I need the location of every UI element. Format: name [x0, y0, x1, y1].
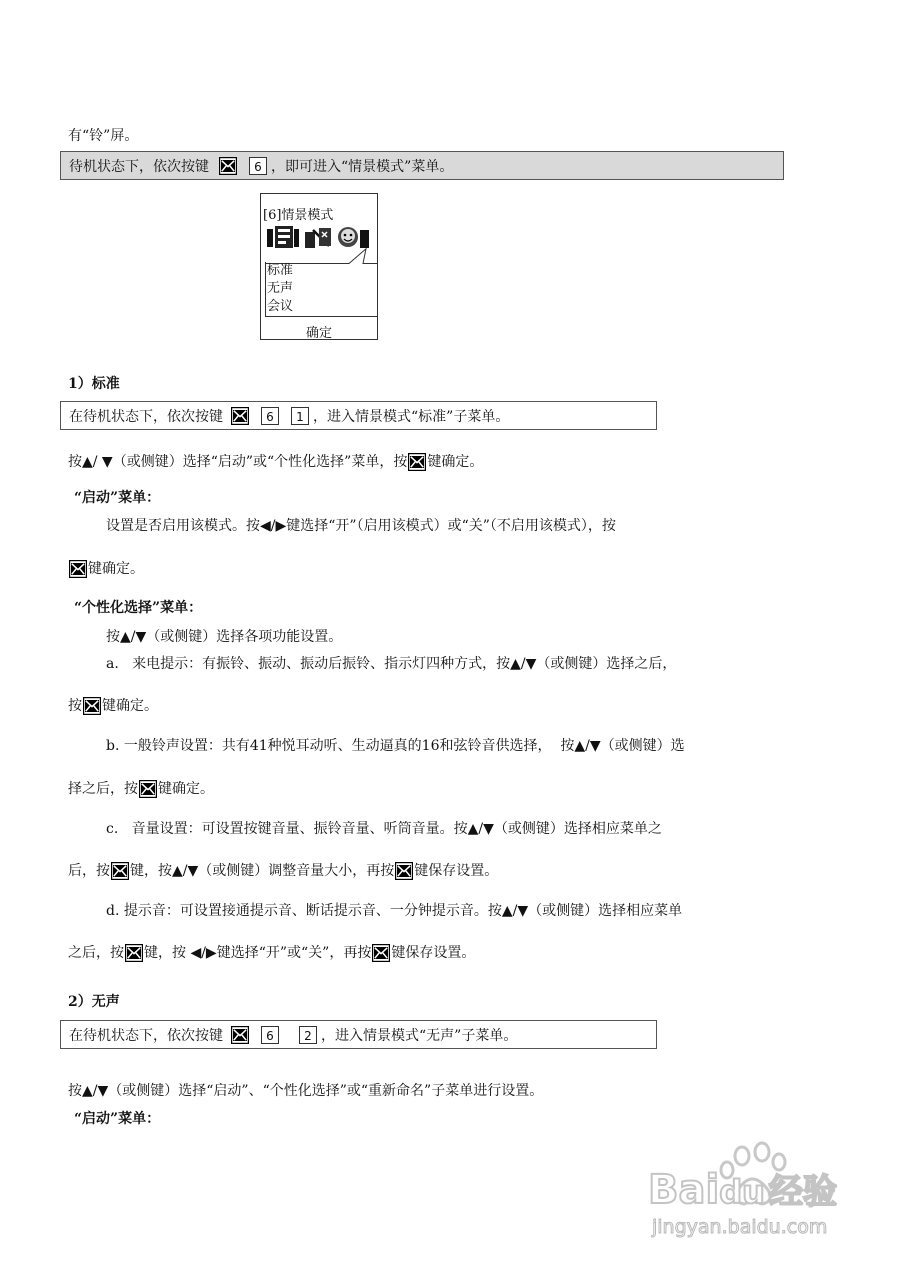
text: 键确定。: [158, 781, 214, 797]
profile-icons-row: [267, 224, 371, 250]
silent-profile-icon: [305, 228, 331, 248]
subheading-start-menu: “启动”菜单：: [74, 490, 161, 506]
key-6: 6: [261, 1026, 279, 1044]
text: 键确定。: [102, 698, 158, 714]
key-2: 2: [299, 1026, 317, 1044]
phone-menu-title: [6]情景模式: [263, 208, 334, 223]
text: 键确定。: [427, 454, 484, 470]
envelope-key-icon: [219, 157, 237, 175]
paragraph: [68, 560, 144, 578]
text: 之后，按: [68, 945, 124, 961]
watermark-brand: Bai: [648, 1167, 720, 1213]
instruction-box-silent: [60, 1020, 657, 1049]
subheading-start-menu: “启动”菜单：: [74, 1111, 161, 1127]
key-6: 6: [261, 407, 279, 425]
watermark-brand-cn: 经验: [768, 1172, 837, 1212]
envelope-key-icon: [231, 1026, 249, 1044]
envelope-key-icon: [231, 407, 249, 425]
paragraph: [68, 780, 214, 798]
instruction-text: 待机状态下，依次按键: [69, 158, 209, 175]
text: 按▲/ ▼（或侧键）选择“启动”或“个性化选择”菜单，按: [68, 454, 408, 470]
envelope-key-icon: [395, 862, 413, 880]
subheading-custom-menu: “个性化选择”菜单：: [74, 600, 203, 616]
text: 键，按▲/▼（或侧键）调整音量大小，再按: [130, 863, 395, 879]
envelope-key-icon: [372, 944, 390, 962]
paragraph-c: c. 音量设置：可设置按键音量、振铃音量、听筒音量。按▲/▼（或侧键）选择相应菜单之: [106, 821, 662, 837]
baidu-jingyan-watermark: [640, 1140, 880, 1250]
envelope-key-icon: [83, 697, 101, 715]
instruction-text: 在待机状态下，依次按键: [69, 408, 223, 425]
instruction-box: [60, 151, 784, 180]
profile-item-standard[interactable]: 标准: [267, 263, 294, 278]
text: 键保存设置。: [391, 945, 476, 961]
key-6: 6: [249, 157, 267, 175]
instruction-text: ，进入情景模式“标准”子菜单。: [313, 408, 510, 425]
paragraph-a: a. 来电提示：有振铃、振动、振动后振铃、指示灯四种方式，按▲/▼（或侧键）选择之后，: [106, 656, 677, 672]
paragraph-d: d. 提示音：可设置接通提示音、断话提示音、一分钟提示音。按▲/▼（或侧键）选择相应菜单: [106, 903, 683, 919]
paragraph-b: b. 一般铃声设置：共有41种悦耳动听、生动逼真的16和弦铃音供选择， 按▲/▼（或侧键）选: [106, 738, 685, 754]
profile-list: [265, 262, 378, 317]
envelope-key-icon: [111, 862, 129, 880]
section-heading-silent: 2）无声: [68, 994, 120, 1010]
key-1: 1: [291, 407, 309, 425]
envelope-key-icon: [125, 944, 143, 962]
phone-screen: [260, 193, 378, 340]
instruction-text: ，即可进入“情景模式”菜单。: [271, 158, 454, 175]
confirm-softkey[interactable]: 确定: [305, 326, 332, 341]
instruction-box-standard: [60, 401, 657, 430]
text: 键保存设置。: [414, 863, 499, 879]
standard-profile-icon: [267, 226, 299, 248]
profile-item-silent[interactable]: 无声: [267, 281, 294, 296]
section-heading-standard: 1）标准: [68, 376, 120, 392]
text: 按: [68, 698, 82, 714]
paragraph: [68, 453, 483, 471]
profile-item-meeting[interactable]: 会议: [267, 299, 294, 314]
paragraph: [68, 862, 498, 880]
text: 键确定。: [88, 561, 144, 577]
paragraph: 设置是否启用该模式。按◀/▶键选择“开”（启用该模式）或“关”（不启用该模式），按: [106, 518, 616, 534]
paragraph: [68, 944, 475, 962]
instruction-text: ，进入情景模式“无声”子菜单。: [321, 1027, 518, 1044]
text-line: 有“铃”屏。: [68, 128, 139, 144]
paragraph: 按▲/▼（或侧键）选择“启动”、“个性化选择”或“重新命名”子菜单进行设置。: [68, 1083, 544, 1099]
paragraph: 按▲/▼（或侧键）选择各项功能设置。: [106, 629, 343, 645]
instruction-text: 在待机状态下，依次按键: [69, 1027, 223, 1044]
envelope-key-icon: [408, 453, 426, 471]
envelope-key-icon: [139, 780, 157, 798]
paragraph: [68, 697, 158, 715]
envelope-key-icon: [69, 560, 87, 578]
meeting-profile-icon: [338, 227, 369, 248]
text: 键，按 ◀/▶键选择“开”或“关”，再按: [144, 945, 372, 961]
text: 择之后，按: [68, 781, 138, 797]
watermark-brand-du: du: [719, 1173, 765, 1211]
text: 后，按: [68, 863, 110, 879]
watermark-url: jingyan.baidu.com: [652, 1216, 828, 1238]
